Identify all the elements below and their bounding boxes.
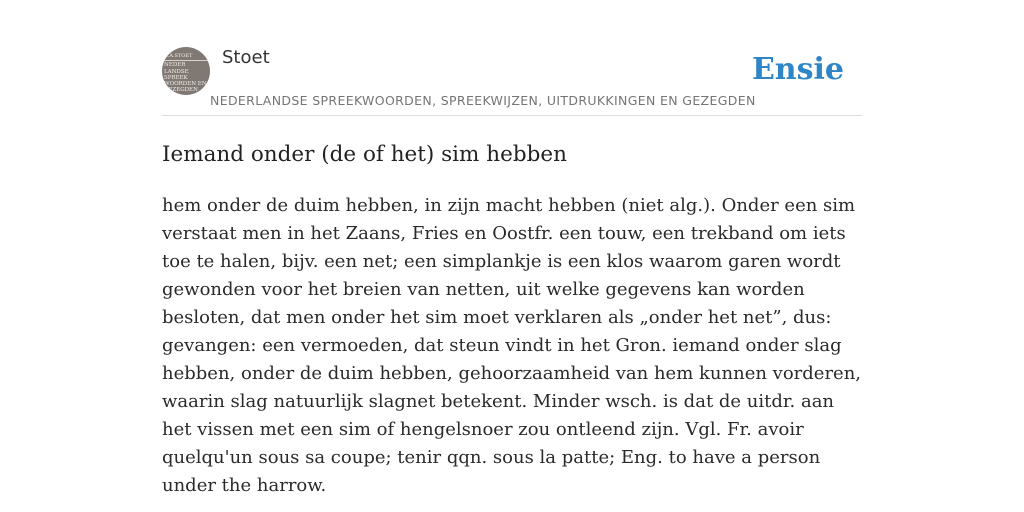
entry-title: Iemand onder (de of het) sim hebben bbox=[162, 142, 567, 167]
source-name-link[interactable]: Stoet bbox=[222, 47, 270, 68]
entry-card bbox=[162, 44, 862, 500]
book-cover-line: GEZEGDEN bbox=[164, 87, 198, 94]
ensie-logo[interactable]: Ensie bbox=[751, 52, 844, 87]
source-header bbox=[162, 44, 862, 116]
book-cover-line: SPREEK bbox=[164, 74, 188, 81]
entry-definition: hem onder de duim hebben, in zijn macht hebben (niet alg.). Onder een sim verstaat men in het Zaans, Fries en Oostfr. een touw, een trekband om iets toe te halen, bijv. een net; een simplankje is een klos waarom garen wordt gewonden voor het breien van netten, uit welke gegevens kan worden besloten, dat men onder het sim moet verklaren als „onder het net”, dus: gevangen: een vermoeden, dat steun vindt in het Gron. iemand onder slag hebben, onder de duim hebben, gehoorzaamheid van hem kunnen vorderen, waarin slag natuurlijk slagnet betekent. Minder wsch. is dat de uitdr. aan het vissen met een sim of hengelsnoer zou ontleend zijn. Vgl. Fr. avoir quelqu'un sous sa coupe; tenir qqn. sous la patte; Eng. to have a person under the harrow. bbox=[162, 195, 862, 496]
book-cover-title: K.A.STOET bbox=[164, 53, 210, 61]
book-cover-line: WOORDEN EN bbox=[164, 81, 207, 88]
book-cover-line: LANDSE bbox=[164, 68, 189, 75]
book-cover-line: NEDER bbox=[164, 62, 186, 69]
source-subtitle: NEDERLANDSE SPREEKWOORDEN, SPREEKWIJZEN, UITDRUKKINGEN EN GEZEGDEN bbox=[210, 93, 756, 108]
book-cover-avatar[interactable] bbox=[162, 47, 210, 95]
